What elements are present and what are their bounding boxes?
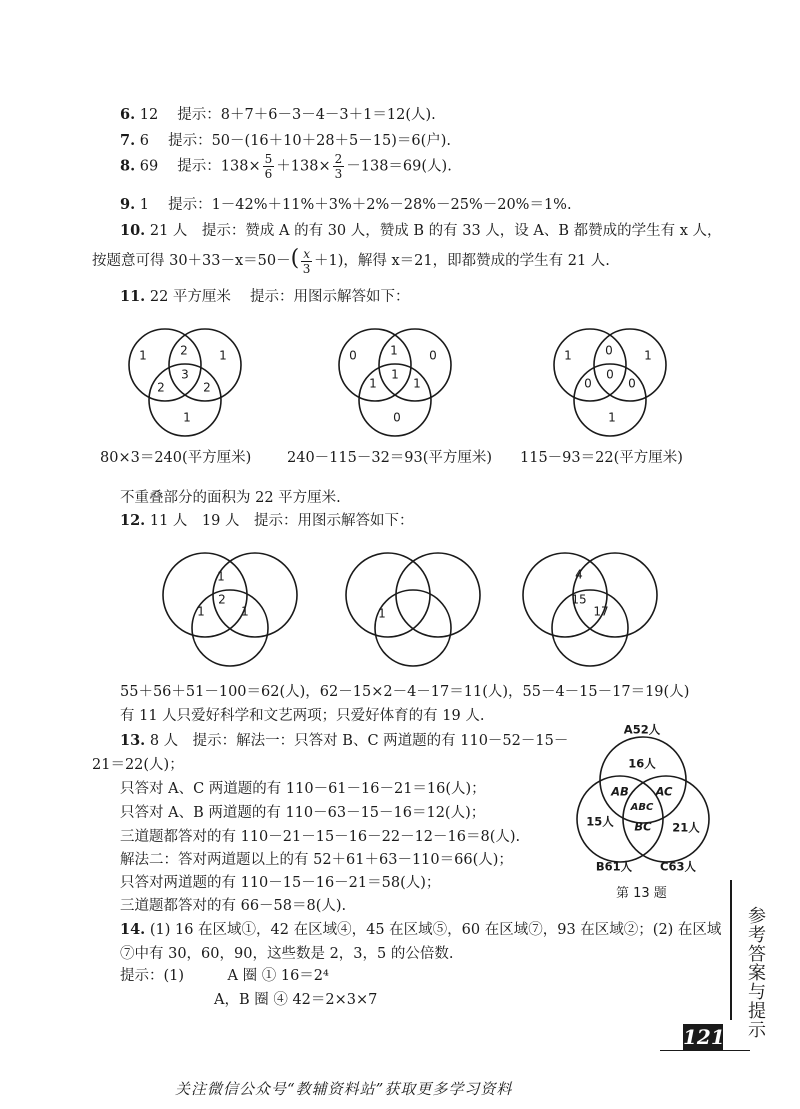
venn-label: 0 [584, 376, 592, 391]
venn-label: 1 [219, 348, 227, 363]
problem-number: 14. [120, 921, 146, 938]
venn-diagram-13 [570, 718, 720, 880]
calc-12: 55＋56＋51－100＝62(人)，62－15×2－4－17＝11(人)，55－4－15－17＝19(人) [120, 684, 690, 700]
bc-label: BC [634, 819, 652, 834]
problem-6 [120, 105, 436, 125]
venn-diagram-12a [155, 540, 305, 670]
venn-label: 0 [429, 348, 437, 363]
venn-label: 3 [181, 367, 189, 382]
venn-label: 2 [180, 343, 188, 358]
b-only-count: 15人 [586, 814, 614, 829]
problem-9 [120, 195, 572, 215]
problem-text: 6 提示：50－(16＋10＋28＋5－15)＝6(户). [139, 133, 452, 149]
venn-label: 1 [217, 569, 225, 584]
venn-label: 4 [575, 567, 583, 582]
conclusion-11: 不重叠部分的面积为 22 平方厘米. [120, 490, 341, 506]
problem-text: 1 提示：1－42%＋11%＋3%＋2%－28%－25%－20%＝1%. [139, 197, 572, 213]
venn-label: 0 [628, 376, 636, 391]
venn-label: 0 [606, 367, 614, 382]
venn-label: 2 [157, 380, 165, 395]
ac-label: AC [655, 784, 673, 799]
fraction: $\frac{2}{3}$ [334, 152, 343, 181]
venn-label: 1 [413, 376, 421, 391]
p14-line2: ⑦中有 30，60，90，这些数是 2，3，5 的公倍数. [120, 946, 454, 962]
problem-13 [120, 731, 568, 751]
problem-7 [120, 131, 451, 151]
calc-11-2: 240－115－32＝93(平方厘米) [287, 450, 493, 466]
p13-line6: 解法二：答对两道题以上的有 52＋61＋63－110＝66(人)； [120, 852, 513, 868]
conclusion-12: 有 11 人只爱好科学和文艺两项；只爱好体育的有 19 人. [120, 708, 485, 724]
venn-label: 1 [197, 604, 205, 619]
p13-line8: 三道题都答对的有 66－58＝8(人). [120, 898, 347, 914]
venn-label: 1 [378, 606, 386, 621]
problem-text: 11 人 19 人 提示：用图示解答如下： [149, 513, 414, 529]
venn-label: 1 [241, 604, 249, 619]
problem-number: 7. [120, 132, 136, 149]
venn-label: 15 [571, 592, 587, 607]
c-only-count: 21人 [672, 820, 700, 835]
problem-10-equation: 按题意可得 30＋33－x＝50－( $\frac{x}{3}$ ＋1)，解得 x＝21，即都赞成的学生有 21 人. [92, 246, 610, 276]
venn-label: 1 [391, 367, 399, 382]
venn-label: 0 [393, 410, 401, 425]
venn-label: 1 [564, 348, 572, 363]
venn-diagram-11a [115, 320, 260, 445]
problem-text: (1) 16 在区域①，42 在区域④，45 在区域⑤，60 在区域⑦，93 在区域②；(2) 在区域 [149, 922, 722, 938]
ab-label: AB [611, 784, 629, 799]
problem-text: 21 人 提示：赞成 A 的有 30 人，赞成 B 的有 33 人，设 A、B 都赞成的学生有 x 人， [149, 223, 722, 239]
problem-8: 8. 69 提示：138× $\frac{5}{6}$ ＋138× $\frac{2}{3}$ －138＝69(人). [120, 152, 452, 181]
venn-label: 17 [593, 604, 609, 619]
problem-number: 9. [120, 196, 136, 213]
problem-11 [120, 287, 410, 307]
venn-diagram-11b [325, 320, 470, 445]
problem-12 [120, 511, 413, 531]
p13-line4: 只答对 A、B 两道题的有 110－63－15－16＝12(人)； [120, 805, 486, 821]
venn-label: 1 [608, 410, 616, 425]
venn-diagram-12b [338, 540, 488, 670]
sidebar-section-title: 参考答案与提示 [745, 906, 766, 1039]
fraction: $\frac{x}{3}$ [302, 246, 311, 276]
p13-line5: 三道题都答对的有 110－21－15－16－22－12－16＝8(人). [120, 829, 521, 845]
venn-label: 1 [644, 348, 652, 363]
abc-label: ABC [630, 802, 654, 813]
p13-line7: 只答对两道题的有 110－15－16－21＝58(人)； [120, 875, 441, 891]
venn-label: 1 [183, 410, 191, 425]
set-c-label: C63人 [660, 859, 696, 874]
p13-line3: 只答对 A、C 两道题的有 110－61－16－21＝16(人)； [120, 781, 486, 797]
venn-label: 1 [139, 348, 147, 363]
venn-label: 2 [203, 380, 211, 395]
page-number: 121 [683, 1025, 725, 1049]
fraction: $\frac{5}{6}$ [264, 152, 273, 181]
set-b-label: B61人 [595, 859, 633, 874]
venn-label: 0 [605, 343, 613, 358]
venn-diagram-12c [515, 540, 665, 670]
venn-diagram-11c [540, 320, 685, 445]
problem-number: 10. [120, 222, 146, 239]
p13-line2: 21＝22(人)； [92, 757, 184, 773]
problem-number: 13. [120, 732, 146, 749]
calc-11-3: 115－93＝22(平方厘米) [520, 450, 683, 466]
calc-11-1: 80×3＝240(平方厘米) [100, 450, 252, 466]
problem-text: 12 提示：8＋7＋6－3－4－3＋1＝12(人). [139, 107, 436, 123]
page-number-rule [660, 1050, 750, 1051]
venn-label: 1 [369, 376, 377, 391]
problem-number: 6. [120, 106, 136, 123]
problem-number: 12. [120, 512, 146, 529]
venn-label: 2 [218, 592, 226, 607]
venn-label: 0 [349, 348, 357, 363]
problem-number: 11. [120, 288, 146, 305]
figure-caption: 第 13 题 [616, 886, 667, 901]
problem-text: 69 提示：138× [139, 158, 261, 175]
venn-label: 1 [390, 343, 398, 358]
footer-watermark: 关注微信公众号“教辅资料站”获取更多学习资料 [175, 1080, 513, 1098]
p14-line4: A，B 圈 ④ 42＝2×3×7 [214, 992, 378, 1008]
p14-line3: 提示：(1) A 圈 ① 16＝2⁴ [120, 968, 329, 984]
set-a-label: A52人 [623, 722, 661, 737]
problem-text: 22 平方厘米 提示：用图示解答如下： [149, 289, 410, 305]
problem-text: 8 人 提示：解法一：只答对 B、C 两道题的有 110－52－15－ [149, 733, 569, 749]
problem-10 [120, 221, 722, 241]
problem-14 [120, 920, 721, 940]
problem-number: 8. [120, 157, 136, 175]
a-only-count: 16人 [628, 756, 656, 771]
